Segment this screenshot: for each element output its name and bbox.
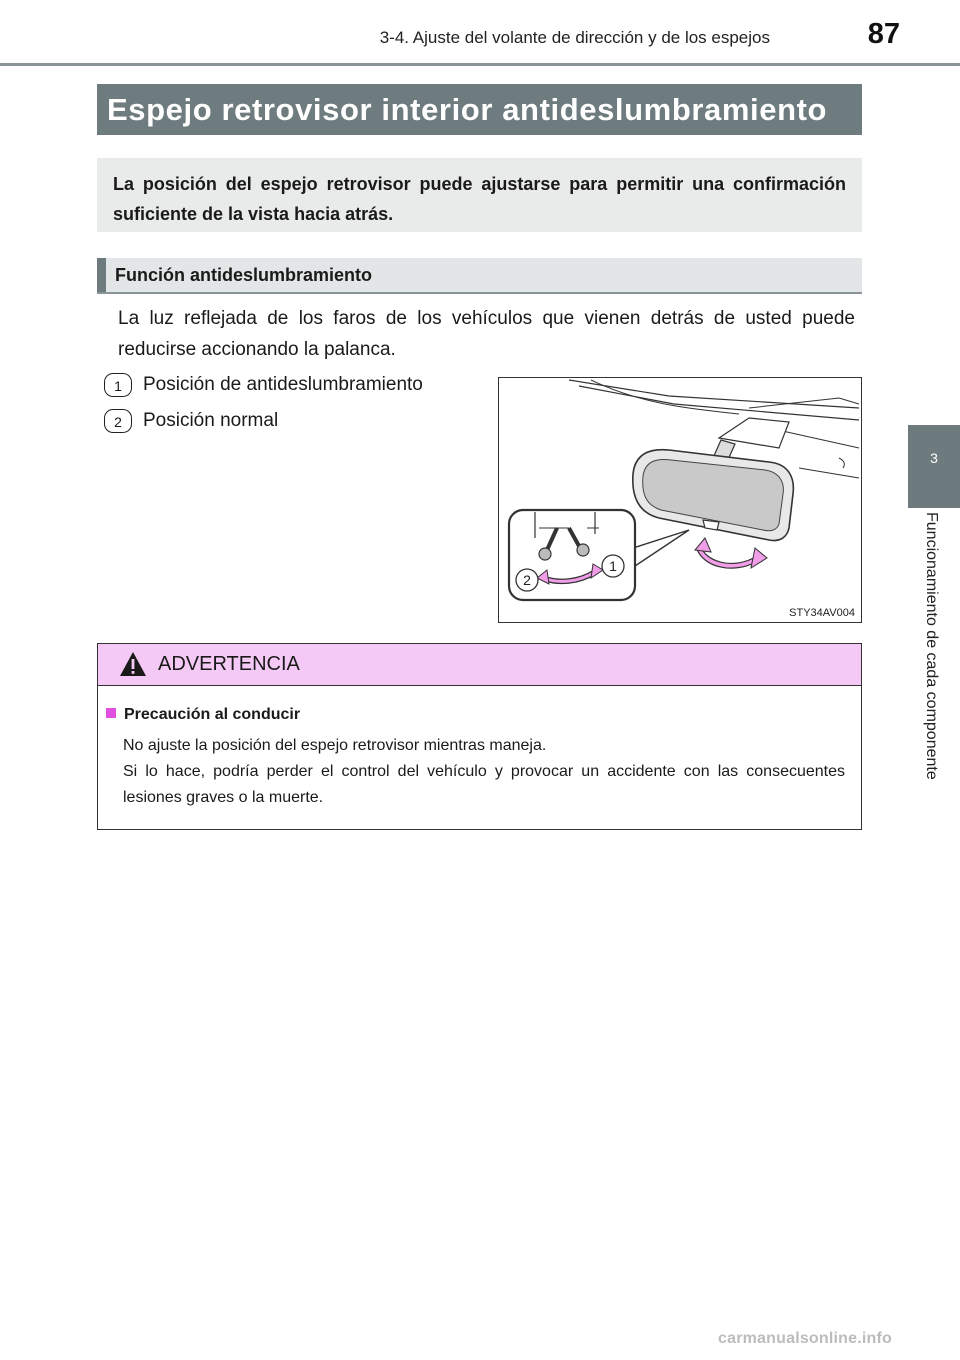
page-title: Espejo retrovisor interior antideslumbramiento	[97, 84, 862, 135]
warning-header	[98, 644, 861, 686]
page-number: 87	[867, 18, 900, 50]
section-heading-text: Función antideslumbramiento	[115, 265, 373, 285]
mirror-drawing	[499, 378, 861, 622]
warning-item-title-text: Precaución al conducir	[124, 706, 301, 723]
header-section-title: 3-4. Ajuste del volante de dirección y de los espejos	[379, 28, 770, 47]
legend-label: Posición de antideslumbramiento	[143, 374, 423, 395]
chapter-side-label	[905, 512, 957, 832]
legend-label: Posición normal	[143, 410, 279, 431]
body-paragraph: La luz reflejada de los faros de los vehículos que vienen detrás de usted puede reducirse accionando la palanca.	[118, 308, 855, 360]
legend-number-badge: 2	[104, 409, 132, 433]
warning-line-1: No ajuste la posición del espejo retrovisor mientras maneja.	[123, 737, 547, 754]
warning-item-title	[106, 705, 300, 725]
chapter-tab: 3	[908, 425, 960, 508]
intro-box: La posición del espejo retrovisor puede ajustarse para permitir una confirmación suficiente de la vista hacia atrás.	[97, 158, 862, 232]
section-heading	[97, 258, 862, 294]
warning-triangle-icon	[118, 650, 148, 678]
watermark: carmanualsonline.info	[718, 1330, 893, 1347]
header-rule	[0, 63, 960, 66]
section-heading-bar	[97, 258, 106, 292]
warning-heading: ADVERTENCIA	[158, 653, 300, 675]
mirror-illustration	[498, 377, 862, 623]
figure-callout-1: 1	[609, 558, 617, 574]
square-bullet-icon	[106, 708, 116, 718]
figure-callout-2: 2	[523, 572, 531, 588]
warning-line-2: Si lo hace, podría perder el control del vehículo y provocar un accidente con las consecuentes lesiones graves o la muerte.	[123, 763, 845, 806]
warning-box	[97, 643, 862, 830]
warning-text	[123, 733, 845, 811]
figure-code: STY34AV004	[789, 607, 855, 619]
chapter-title: Funcionamiento de cada componente	[923, 512, 940, 780]
legend-number-badge: 1	[104, 373, 132, 397]
